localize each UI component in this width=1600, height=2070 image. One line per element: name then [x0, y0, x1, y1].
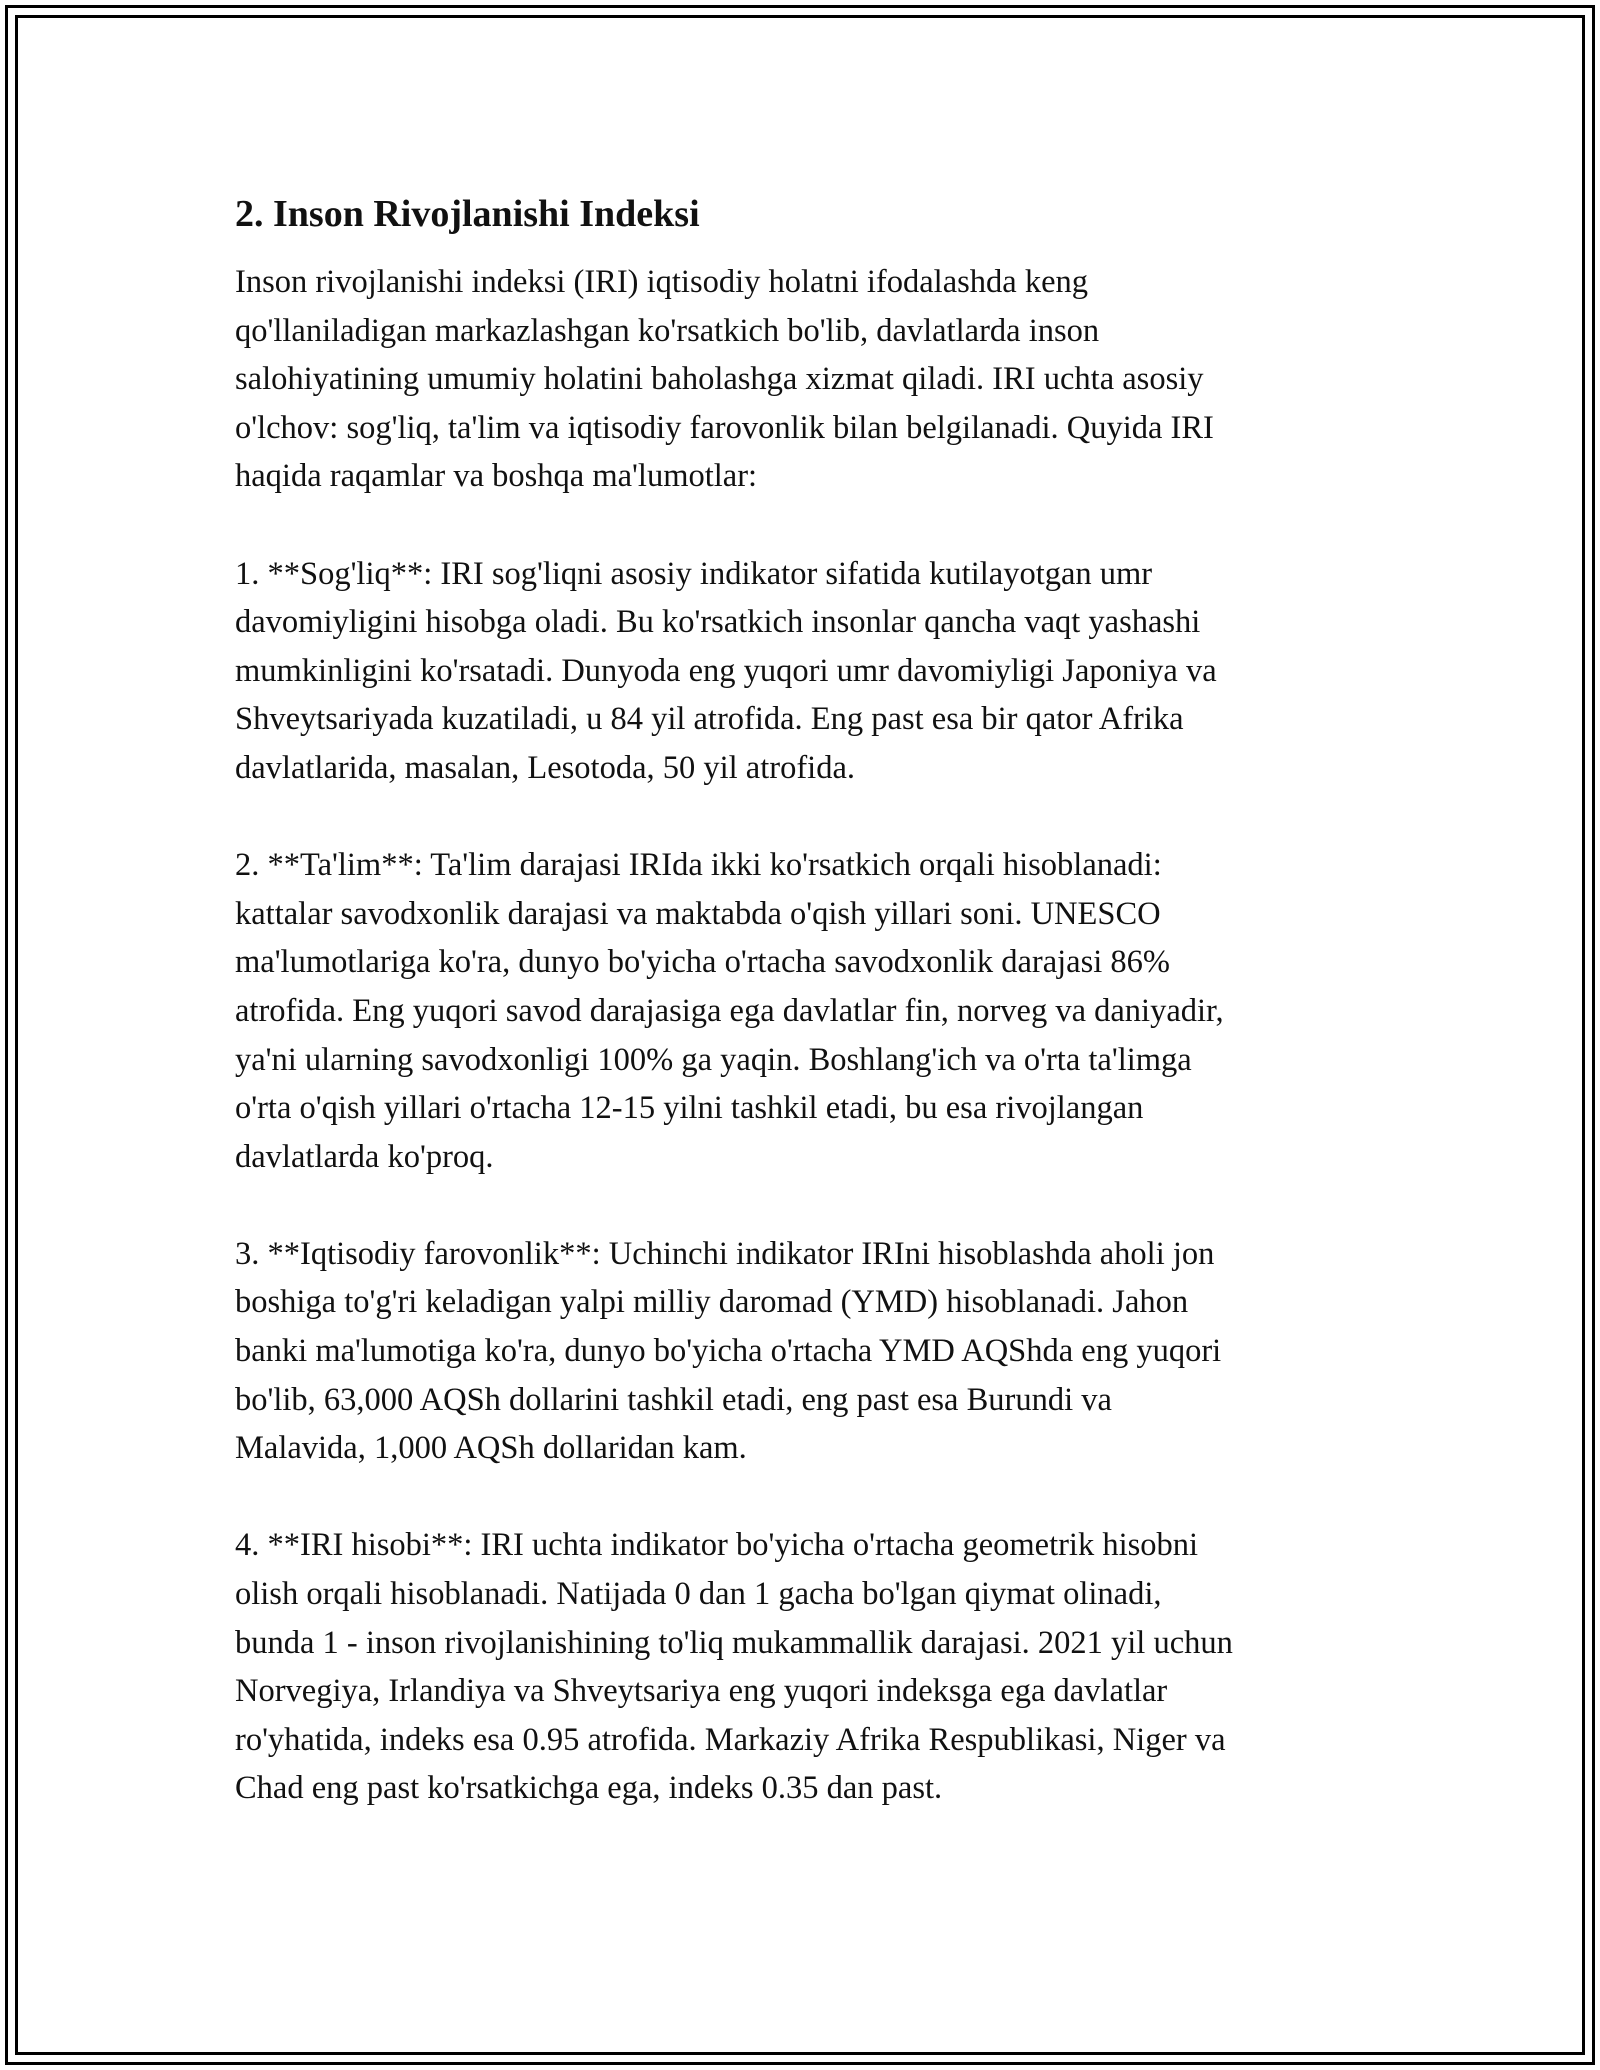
- section-heading: 2. Inson Rivojlanishi Indeksi: [235, 193, 700, 235]
- document-body: [235, 188, 1375, 1813]
- health-paragraph: 1. **Sog'liq**: IRI sog'liqni asosiy indikator sifatida kutilayotgan umr davomiyligini hisobga oladi. Bu ko'rsatkich insonlar qancha vaqt yashashi mumkinligini ko'rsatadi. Dunyoda eng yuqori umr davomiyligi Japoniya va Shveytsariyada kuzatiladi, u 84 yil atrofida. Eng past esa bir qator Afrika davlatlarida, masalan, Lesotoda, 50 yil atrofida.: [235, 555, 1217, 786]
- index-calculation-paragraph: 4. **IRI hisobi**: IRI uchta indikator bo'yicha o'rtacha geometrik hisobni olish orqali hisoblanadi. Natijada 0 dan 1 gacha bo'lgan qiymat olinadi, bunda 1 - inson rivojlanishining to'liq mukammallik darajasi. 2021 yil uchun Norvegiya, Irlandiya va Shveytsariya eng yuqori indeksga ega davlatlar ro'yhatida, indeks esa 0.95 atrofida. Markaziy Afrika Respublikasi, Niger va Chad eng past ko'rsatkichga ega, indeks 0.35 dan past.: [235, 1527, 1233, 1807]
- economic-paragraph: 3. **Iqtisodiy farovonlik**: Uchinchi indikator IRIni hisoblashda aholi jon boshiga to'g'ri keladigan yalpi milliy daromad (YMD) hisoblanadi. Jahon banki ma'lumotiga ko'ra, dunyo bo'yicha o'rtacha YMD AQShda eng yuqori bo'lib, 63,000 AQSh dollarini tashkil etadi, eng past esa Burundi va Malavida, 1,000 AQSh dollaridan kam.: [235, 1235, 1222, 1467]
- education-paragraph: 2. **Ta'lim**: Ta'lim darajasi IRIda ikki ko'rsatkich orqali hisoblanadi: kattalar savodxonlik darajasi va maktabda o'qish yillari soni. UNESCO ma'lumotlariga ko'ra, dunyo bo'yicha o'rtacha savodxonlik darajasi 86% atrofida. Eng yuqori savod darajasiga ega davlatlar fin, norveg va daniyadir, ya'ni ularning savodxonligi 100% ga yaqin. Boshlang'ich va o'rta ta'limga o'rta o'qish yillari o'rtacha 12-15 yilni tashkil etadi, bu esa rivojlangan davlatlarda ko'proq.: [235, 847, 1224, 1175]
- intro-paragraph: Inson rivojlanishi indeksi (IRI) iqtisodiy holatni ifodalashda keng qo'llaniladigan markazlashgan ko'rsatkich bo'lib, davlatlarda inson salohiyatining umumiy holatini baholashga xizmat qiladi. IRI uchta asosiy o'lchov: sog'liq, ta'lim va iqtisodiy farovonlik bilan belgilanadi. Quyida IRI haqida raqamlar va boshqa ma'lumotlar:: [235, 264, 1214, 495]
